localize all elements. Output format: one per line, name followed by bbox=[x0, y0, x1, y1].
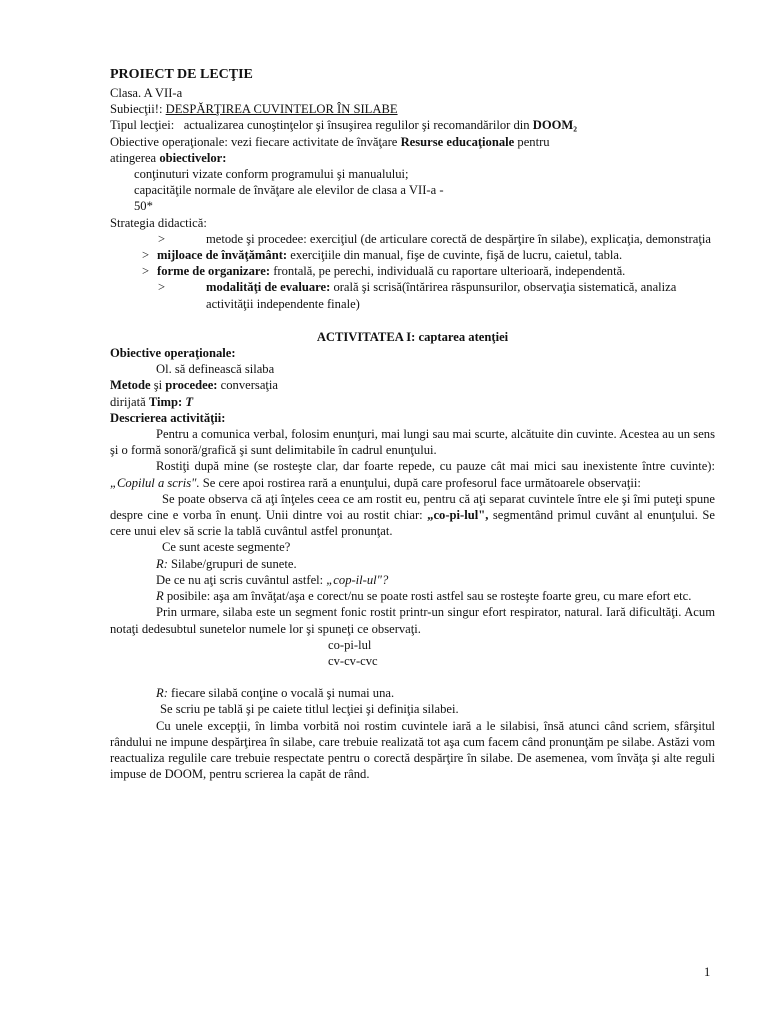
lesson-type-line bbox=[110, 117, 715, 133]
procedures-label: procedee: bbox=[165, 378, 218, 393]
strategy-item-text: metode şi procedee: exerciţiul (de articulare corectă de despărţire în silabe), explicaţia, demonstraţia bbox=[206, 231, 711, 246]
strategy-marker: > bbox=[158, 280, 166, 295]
answer bbox=[110, 588, 715, 604]
objectives-resources: Resurse educaţionale bbox=[400, 134, 515, 149]
methods-value: conversaţia bbox=[217, 378, 278, 393]
strategy-item-bold: mijloace de învăţământ: bbox=[157, 248, 288, 263]
answer-text: fiecare silabă conţine o vocală şi numai una. bbox=[167, 686, 395, 701]
paragraph: Cu unele excepţii, în limba vorbită noi rostim cuvintele iară a le silabisi, însă atunci când scriem, sfârşitul rândului ne impune despărţirea în silabe, care trebuie realizată tot aşa cum facem când pronunţăm pe silabe. Astăzi vom reactualiza regulile care trebuie respectate pentru o corectă despărţire în silabe. De asemenea, vom învăţa şi alte reguli impuse de DOOM, pentru scrierea la capăt de rând. bbox=[110, 718, 715, 782]
methods-line bbox=[110, 377, 715, 393]
time-label: Timp: bbox=[148, 394, 186, 409]
reach-line bbox=[110, 150, 715, 166]
strategy-item-bold: forme de organizare: bbox=[157, 264, 271, 279]
paragraph-text: segmentând primul cuvânt al enunţului. Se cere unui elev să scrie la tablă cuvântul astfel pronunţat. bbox=[110, 508, 715, 539]
answer-label: R bbox=[156, 589, 164, 604]
answer-text: Silabe/grupuri de sunete. bbox=[167, 556, 297, 571]
reach-objectives: obiectivelor: bbox=[159, 150, 227, 165]
question bbox=[110, 572, 715, 588]
quoted-word: „cop-il-ul"? bbox=[323, 572, 389, 587]
time-value: T bbox=[185, 394, 194, 409]
strategy-item bbox=[110, 231, 715, 247]
reach-item: capacităţile normale de învăţare ale elevilor de clasa a VII-a - bbox=[134, 183, 444, 198]
strategy-item bbox=[110, 279, 715, 311]
strategy-marker: > bbox=[141, 248, 150, 263]
paragraph: Pentru a comunica verbal, folosim enunţuri, mai lungi sau mai scurte, alcătuite din cuvinte. Acestea au un sens şi o formă sonoră/grafică şi sunt delimitabile în cadrul enunţului. bbox=[110, 427, 715, 458]
objectives-line bbox=[110, 134, 715, 150]
time-prefix: dirijată bbox=[110, 394, 149, 409]
paragraph-text: Rostiţi după mine (se rosteşte clar, dar foarte repede, cu pauze cât mai mici sau inexistente între cuvinte): bbox=[156, 459, 715, 474]
reach-item: 50* bbox=[134, 199, 153, 214]
strategy-item-bold: modalităţi de evaluare: bbox=[206, 280, 331, 295]
strategy-item-text: frontală, pe perechi, individuală cu raportare ulterioară, independentă. bbox=[270, 264, 626, 279]
strategy-item bbox=[110, 247, 715, 263]
syllabified-word: „co-pi-lul", bbox=[422, 508, 489, 523]
lesson-type-doom: DOOM₂ bbox=[532, 118, 578, 133]
paragraph: Se scriu pe tablă şi pe caiete titlul lecţiei şi definiţia silabei. bbox=[160, 702, 459, 717]
strategy-item-text: orală şi scrisă(întărirea răspunsurilor, observaţia sistematică, analiza activităţii independente finale) bbox=[206, 280, 677, 311]
document-page bbox=[110, 66, 715, 782]
answer-label: R: bbox=[156, 556, 168, 571]
subject-value: DESPĂRŢIREA CUVINTELOR ÎN SILABE bbox=[165, 102, 398, 117]
strategy-marker: > bbox=[158, 231, 166, 246]
subject-line bbox=[110, 101, 715, 117]
strategy-item-text: exerciţiile din manual, fişe de cuvinte, fişă de lucru, caietul, tabla. bbox=[287, 248, 623, 263]
description-label: Descrierea activităţii: bbox=[110, 410, 226, 425]
reach-prefix: atingerea bbox=[110, 150, 157, 165]
reach-item: conţinuturi vizate conform programului şi manualului; bbox=[134, 167, 409, 182]
paragraph bbox=[110, 458, 715, 490]
quoted-sentence: „Copilul a scris". bbox=[110, 475, 200, 490]
paragraph: Prin urmare, silaba este un segment fonic rostit printr-un singur efort respirator, natural. Iară dificultăţi. Acum notaţi dedesubtul sunetelor numele lor şi spuneţi ce observaţi. bbox=[110, 605, 715, 636]
objectives-tail: pentru bbox=[517, 134, 550, 149]
activity-objective-item: Ol. să definească silaba bbox=[156, 362, 275, 377]
paragraph-text: Se cere apoi rostirea rară a enunţului, după care profesorul face următoarele observaţii: bbox=[199, 475, 641, 490]
subject-label: Subiecţii!: bbox=[110, 102, 163, 117]
lesson-type-value: actualizarea cunoştinţelor şi însuşirea regulilor şi recomandărilor din bbox=[183, 118, 530, 133]
objectives-text: Obiective operaţionale: vezi fiecare activitate de învăţare bbox=[110, 134, 398, 149]
strategy-item bbox=[110, 263, 715, 279]
paragraph-text: Se poate observa că aţi înţeles ceea ce am rostit eu, pentru că aţi separat cuvintele între ele şi îmi puteţi spune despre cine e vorba în enunţ. Unii dintre voi au rostit chiar: bbox=[110, 491, 715, 523]
activity-objectives-label: Obiective operaţionale: bbox=[110, 346, 236, 361]
methods-label: Metode bbox=[110, 378, 151, 393]
syllable-example: co-pi-lul bbox=[328, 637, 372, 652]
paragraph bbox=[110, 491, 715, 540]
page-title: PROIECT DE LECŢIE bbox=[110, 67, 253, 82]
lesson-type-label: Tipul lecţiei: bbox=[110, 118, 175, 133]
strategy-label: Strategia didactică: bbox=[110, 215, 207, 230]
question-text: De ce nu aţi scris cuvântul astfel: bbox=[156, 572, 324, 587]
answer bbox=[110, 556, 715, 572]
question: Ce sunt aceste segmente? bbox=[162, 540, 291, 555]
answer-label: R: bbox=[156, 686, 168, 701]
answer bbox=[110, 685, 715, 701]
activity-heading: ACTIVITATEA I: captarea atenţiei bbox=[316, 329, 509, 344]
methods-and: şi bbox=[150, 378, 166, 393]
answer-text: posibile: aşa am învăţat/aşa e corect/nu se poate rosti astfel sau se rosteşte foarte greu, cu mare efort etc. bbox=[163, 589, 692, 604]
page-number: 1 bbox=[704, 965, 711, 979]
strategy-marker: > bbox=[141, 264, 150, 279]
time-line bbox=[110, 394, 715, 410]
class-line: Clasa. A VII-a bbox=[110, 86, 183, 100]
syllable-pattern: cv-cv-cvc bbox=[328, 653, 378, 668]
